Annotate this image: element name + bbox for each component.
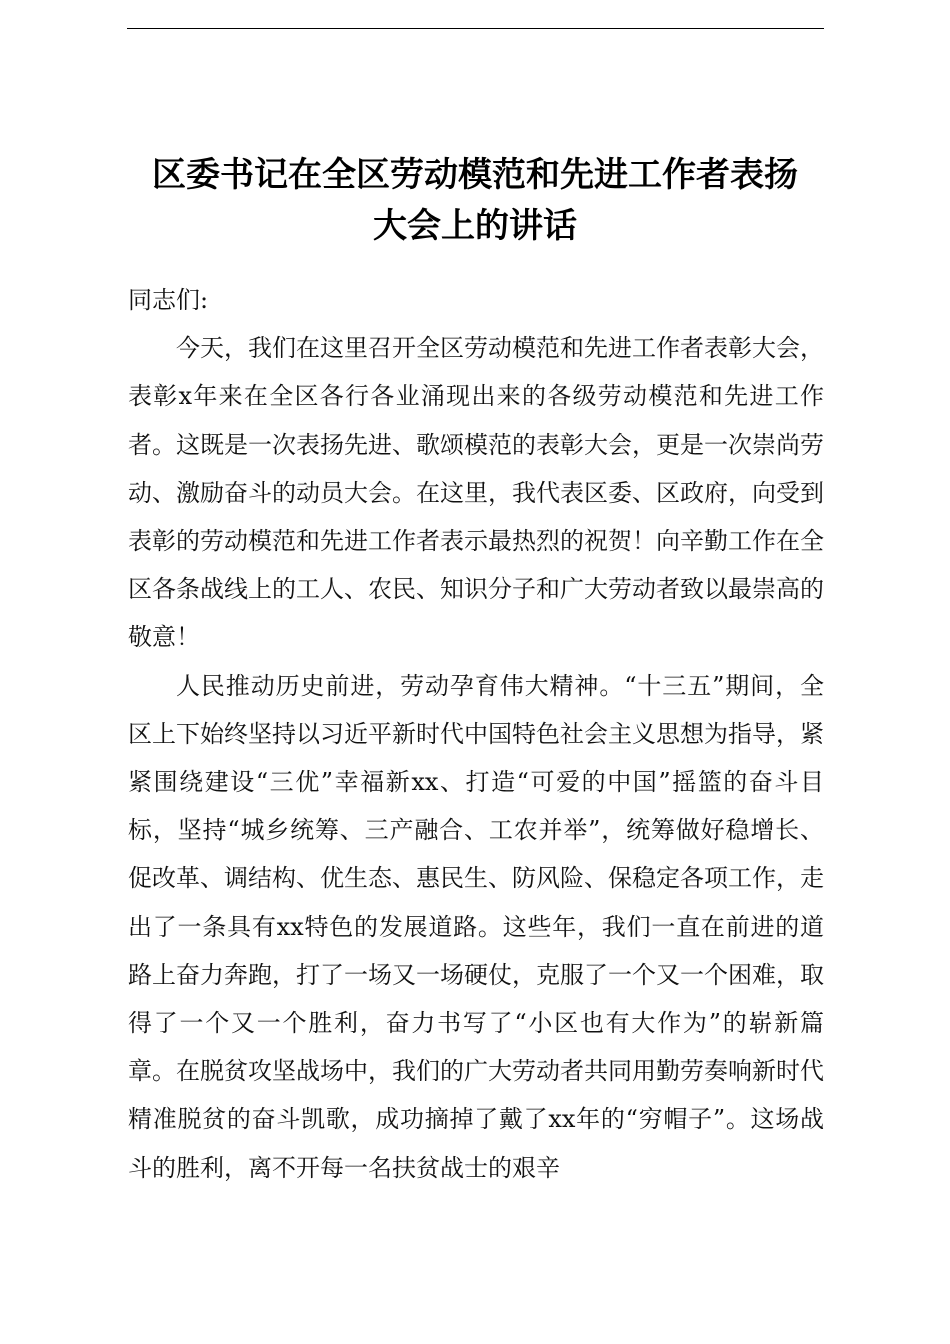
title-line-2: 大会上的讲话 xyxy=(373,206,577,246)
salutation: 同志们: xyxy=(128,286,209,314)
paragraph-2: 人民推动历史前进，劳动孕育伟大精神。“十三五”期间，全区上下始终坚持以习近平新时代中国特色社会主义思想为指导，紧紧围绕建设“三优”幸福新xx、打造“可爱的中国”摇篮的奋斗目标，坚持“城乡统筹、三产融合、工农并举”，统筹做好稳增长、促改革、调结构、优生态、惠民生、防风险、保稳定各项工作，走出了一条具有xx特色的发展道路。这些年，我们一直在前进的道路上奋力奔跑，打了一场又一场硬仗，克服了一个又一个困难，取得了一个又一个胜利，奋力书写了“小区也有大作为”的崭新篇章。在脱贫攻坚战场中，我们的广大劳动者共同用勤劳奏响新时代精准脱贫的奋斗凯歌，成功摘掉了戴了xx年的“穷帽子”。这场战斗的胜利，离不开每一名扶贫战士的艰辛 xyxy=(128,671,824,1182)
document-title xyxy=(100,150,850,252)
header-rule xyxy=(127,28,824,29)
document-body xyxy=(128,276,824,1192)
paragraph-1: 今天，我们在这里召开全区劳动模范和先进工作者表彰大会，表彰x年来在全区各行各业涌现出来的各级劳动模范和先进工作者。这既是一次表扬先进、歌颂模范的表彰大会，更是一次崇尚劳动、激励奋斗的动员大会。在这里，我代表区委、区政府，向受到表彰的劳动模范和先进工作者表示最热烈的祝贺！向辛勤工作在全区各条战线上的工人、农民、知识分子和广大劳动者致以最崇高的敬意！ xyxy=(128,334,824,652)
title-line-1: 区委书记在全区劳动模范和先进工作者表扬 xyxy=(152,155,798,195)
